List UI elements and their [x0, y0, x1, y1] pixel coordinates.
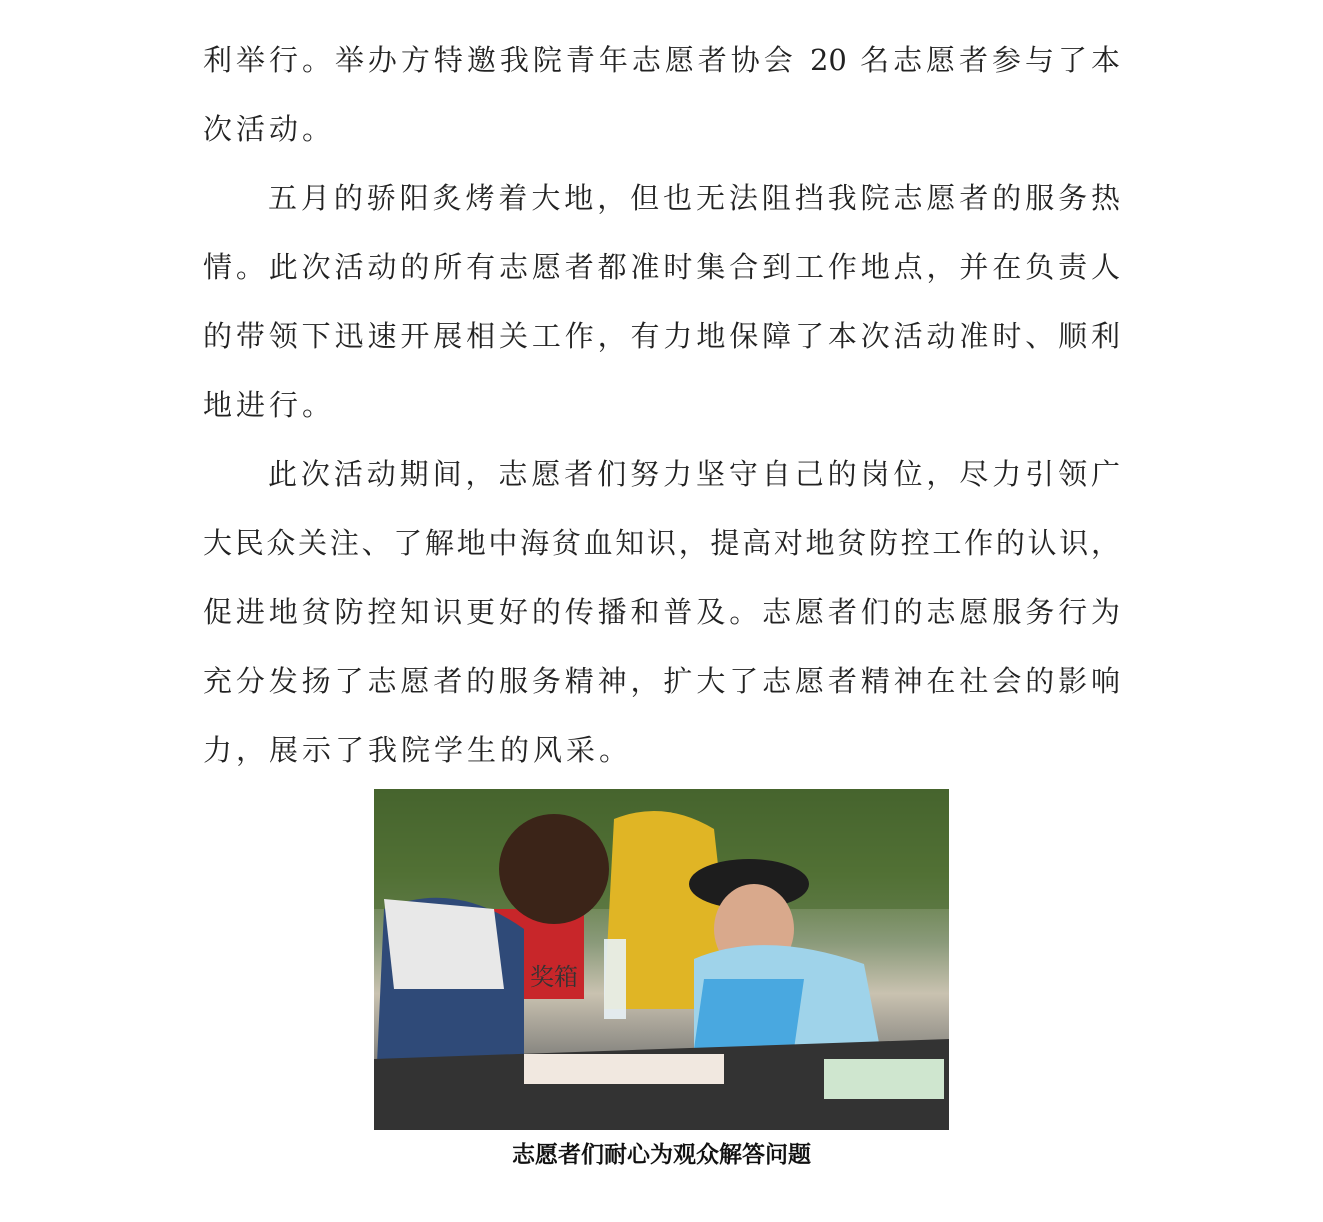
paragraph-line: 情。此次活动的所有志愿者都准时集合到工作地点，并在负责人 [203, 250, 1120, 284]
paragraph-line: 力，展示了我院学生的风采。 [203, 733, 633, 767]
box-sign-text: 奖箱 [530, 963, 578, 991]
paragraph-line: 充分发扬了志愿者的服务精神，扩大了志愿者精神在社会的影响 [203, 664, 1120, 698]
paragraph-line: 利举行。举办方特邀我院青年志愿者协会 20 名志愿者参与了本 [203, 43, 1120, 77]
paragraph-line: 此次活动期间，志愿者们努力坚守自己的岗位，尽力引领广 [268, 457, 1120, 491]
paragraph-line: 五月的骄阳炙烤着大地，但也无法阻挡我院志愿者的服务热 [268, 181, 1120, 215]
paragraph-line: 地进行。 [203, 388, 336, 422]
paragraph-line: 次活动。 [203, 112, 336, 146]
photo-caption: 志愿者们耐心为观众解答问题 [512, 1142, 811, 1168]
paragraph-line: 大民众关注、了解地中海贫血知识，提高对地贫防控工作的认识， [203, 526, 1120, 560]
paragraph-line: 促进地贫防控知识更好的传播和普及。志愿者们的志愿服务行为 [203, 595, 1120, 629]
volunteer-photo [374, 789, 949, 1130]
paragraph-line: 的带领下迅速开展相关工作，有力地保障了本次活动准时、顺利 [203, 319, 1120, 353]
photo-illustration [374, 789, 949, 1130]
